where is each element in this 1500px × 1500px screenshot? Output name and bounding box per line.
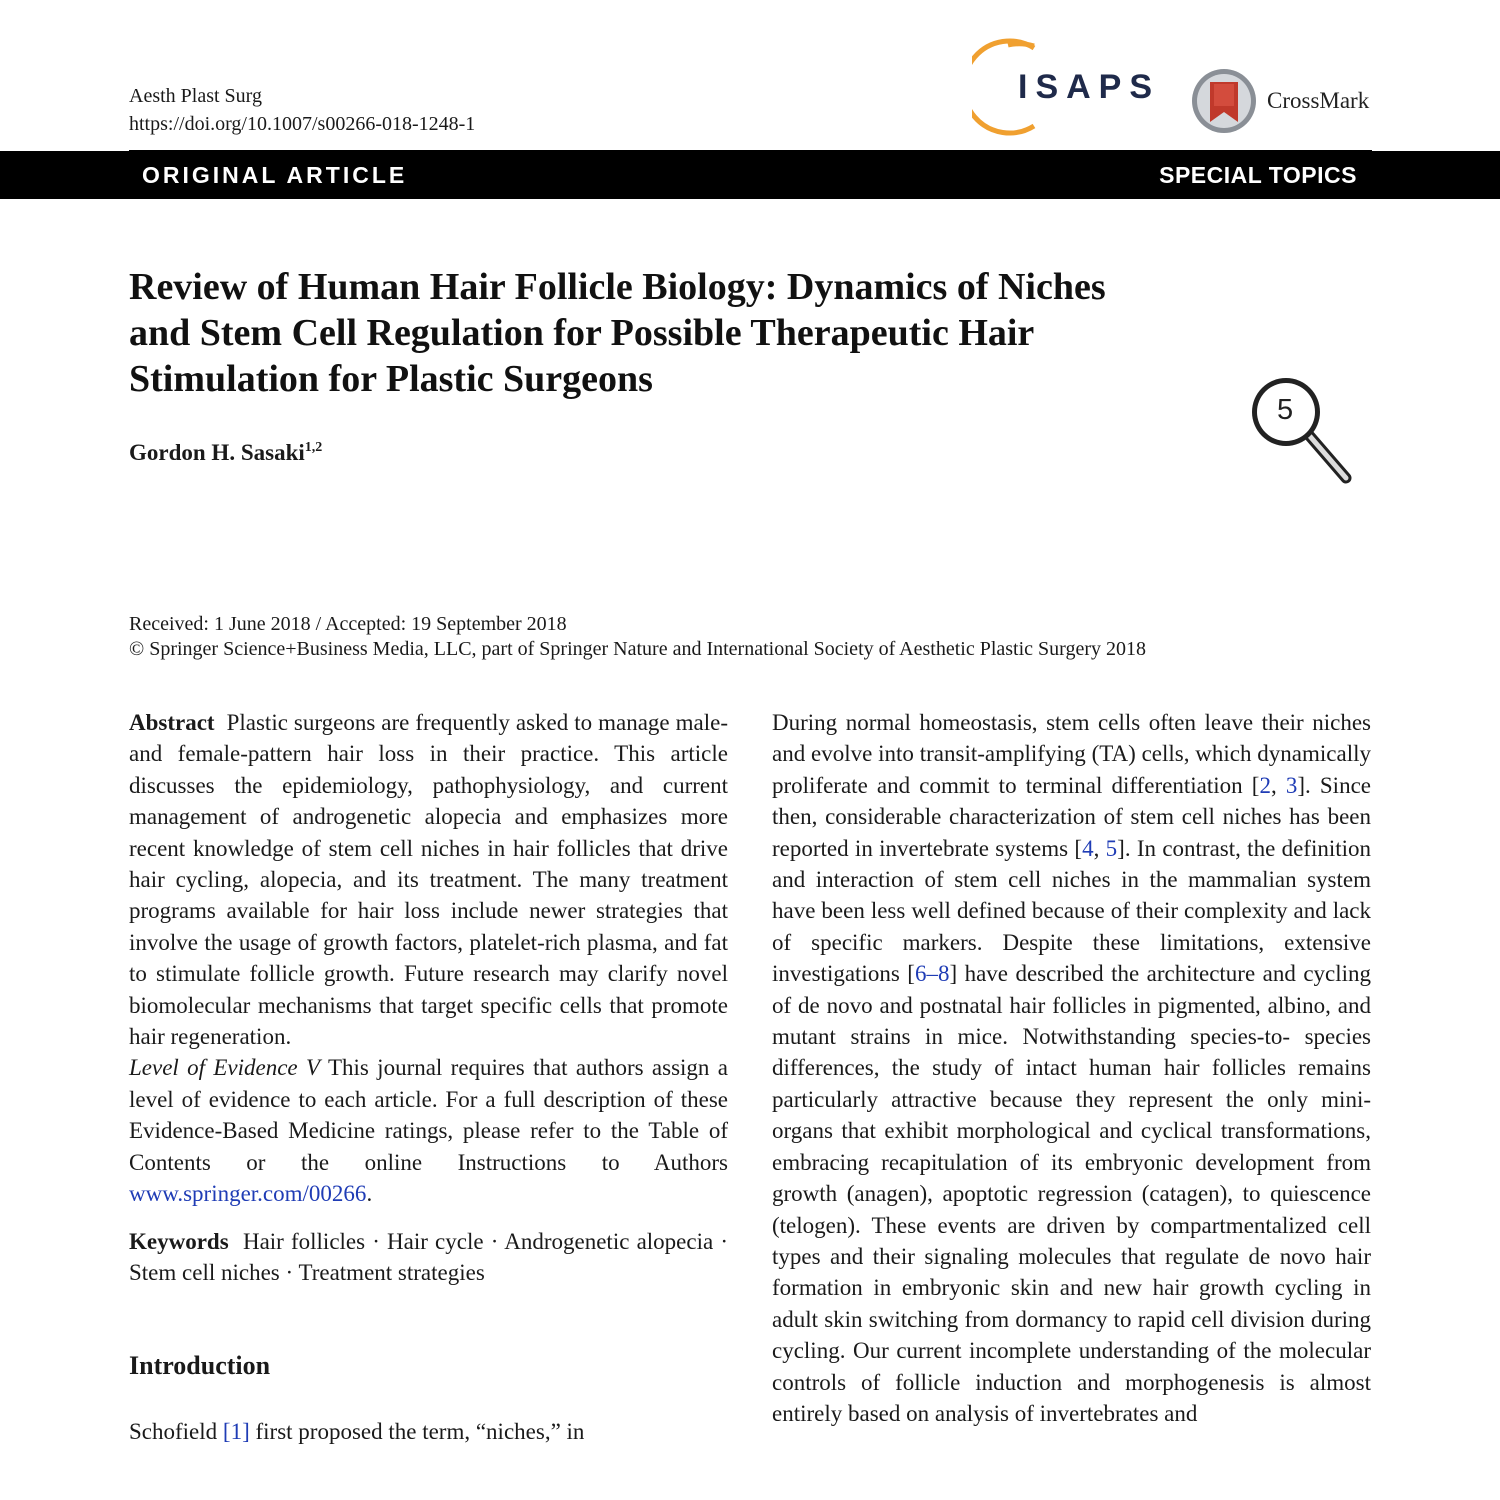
isaps-text: ISAPS	[1018, 68, 1161, 106]
crossmark-badge[interactable]	[1190, 66, 1380, 136]
citation-link[interactable]: 2	[1259, 772, 1271, 798]
journal-name: Aesth Plast Surg	[129, 85, 262, 107]
left-column	[129, 707, 728, 1447]
citation-link[interactable]: 3	[1285, 772, 1298, 798]
journal-info	[129, 82, 475, 138]
loe-text: This journal requires that authors assign a level of evidence to each article. For a full description of these Evidence-Based Medicine ratings, please refer to the Table of Contents or the online Instructions to Authors	[129, 1055, 728, 1175]
citation-link[interactable]: [1]	[222, 1418, 250, 1444]
body-text: have described the architecture and cycling of de novo and postnatal hair follicles in pigmented, albino, and mutant strains in mice. Notwithstanding species-to- species differences, the study of intact human hair follicles remains particularly attractive because they represent the only mini-organs that exhibit morphological and cyclical transformations, embracing recapitulation of its embryonic development from growth (anagen), apoptotic regression (catagen), to quiescence (telogen). These events are driven by compartmentalized cell types and their signaling molecules that regulate de novo hair formation in embryonic skin and new hair growth cycling in adult skin switching from dormancy to rapid cell division during cycling. Our current incomplete understanding of the molecular controls of follicle induction and morphogenesis is almost entirely based on analysis of invertebrates and	[772, 961, 1372, 1426]
body-text: During normal homeostasis, stem cells often leave their niches and evolve into transit-amplifying (TA) cells, which dynamically proliferate and commit to terminal differentiation	[772, 710, 1371, 798]
citation-bracket: ]	[1297, 772, 1305, 798]
keywords-label: Keywords	[129, 1228, 229, 1254]
doi-link[interactable]: https://doi.org/10.1007/s00266-018-1248-1	[129, 113, 476, 135]
introduction-text	[129, 1416, 728, 1447]
article-type-label: ORIGINAL ARTICLE	[142, 162, 408, 188]
citation-bracket: ]	[1117, 835, 1125, 861]
publication-dates	[129, 612, 1146, 662]
citation-separator: ,	[1093, 835, 1106, 861]
keywords	[129, 1226, 728, 1289]
citation-separator: ,	[1270, 772, 1286, 798]
right-column	[772, 707, 1371, 1429]
citation-bracket: [	[1074, 835, 1083, 861]
citation-bracket: [	[1251, 772, 1260, 798]
loe-end: .	[366, 1181, 373, 1207]
body-text: . In contrast, the definition and interaction of stem cell niches in the mammalian system have been less well defined because of their complexity and lack of specific markers. Despite these limitations, extensive investigations	[772, 835, 1372, 987]
citation-bracket: ]	[949, 961, 958, 987]
body-text: . Since then, considerable characterization of stem cell niches has been reported in invertebrate systems	[772, 772, 1371, 861]
title-line: and Stem Cell Regulation for Possible Therapeutic Hair	[129, 312, 1035, 354]
copyright: © Springer Science+Business Media, LLC, part of Springer Nature and International Society of Aesthetic Plastic Surgery 2018	[129, 638, 1146, 660]
special-topics-label: SPECIAL TOPICS	[1159, 162, 1357, 188]
magnifier-icon	[1240, 374, 1358, 492]
abstract	[129, 707, 728, 1052]
crossmark-icon	[1190, 66, 1260, 136]
loe-label: Level of Evidence V	[129, 1055, 321, 1081]
received-accepted: Received: 1 June 2018 / Accepted: 19 September 2018	[129, 613, 567, 635]
introduction-heading: Introduction	[129, 1351, 271, 1381]
crossmark-text: CrossMark	[1267, 88, 1370, 113]
isaps-logo[interactable]	[972, 36, 1161, 136]
author-affiliations: 1,2	[304, 440, 323, 455]
article-title	[129, 264, 1229, 402]
abstract-text: Plastic surgeons are frequently asked to manage male- and female-pattern hair loss in their practice. This article discusses the epidemiology, pathophysiology, and current management of androgenetic alopecia and emphasizes more recent knowledge of stem cell niches in hair follicles that drive hair cycling, alopecia, and its treatment. The many treatment programs available for hair loss include newer strategies that involve the usage of growth factors, platelet-rich plasma, and fat to stimulate follicle growth. Future research may clarify novel biomolecular mechanisms that target specific cells that promote hair regeneration.	[129, 710, 728, 1050]
intro-start: Schofield	[129, 1418, 218, 1444]
title-line: Review of Human Hair Follicle Biology: Dynamics of Niches	[129, 266, 1106, 308]
title-line: Stimulation for Plastic Surgeons	[129, 358, 653, 400]
abstract-label: Abstract	[129, 710, 215, 735]
level-of-evidence-magnifier	[1240, 374, 1358, 492]
citation-link[interactable]: 4	[1082, 835, 1094, 861]
author-name: Gordon H. Sasaki	[129, 440, 305, 465]
level-of-evidence	[129, 1052, 728, 1209]
citation-bracket: [	[907, 961, 915, 987]
citation-link[interactable]: 5	[1105, 835, 1118, 861]
level-number: 5	[1277, 394, 1294, 426]
intro-rest: first proposed the term, “niches,” in	[255, 1418, 585, 1444]
springer-link[interactable]: www.springer.com/00266	[129, 1181, 367, 1207]
keywords-text: Hair follicles · Hair cycle · Androgenetic alopecia · Stem cell niches · Treatment strategies	[129, 1228, 728, 1285]
author	[129, 440, 322, 466]
citation-link[interactable]: 6–8	[914, 961, 950, 987]
